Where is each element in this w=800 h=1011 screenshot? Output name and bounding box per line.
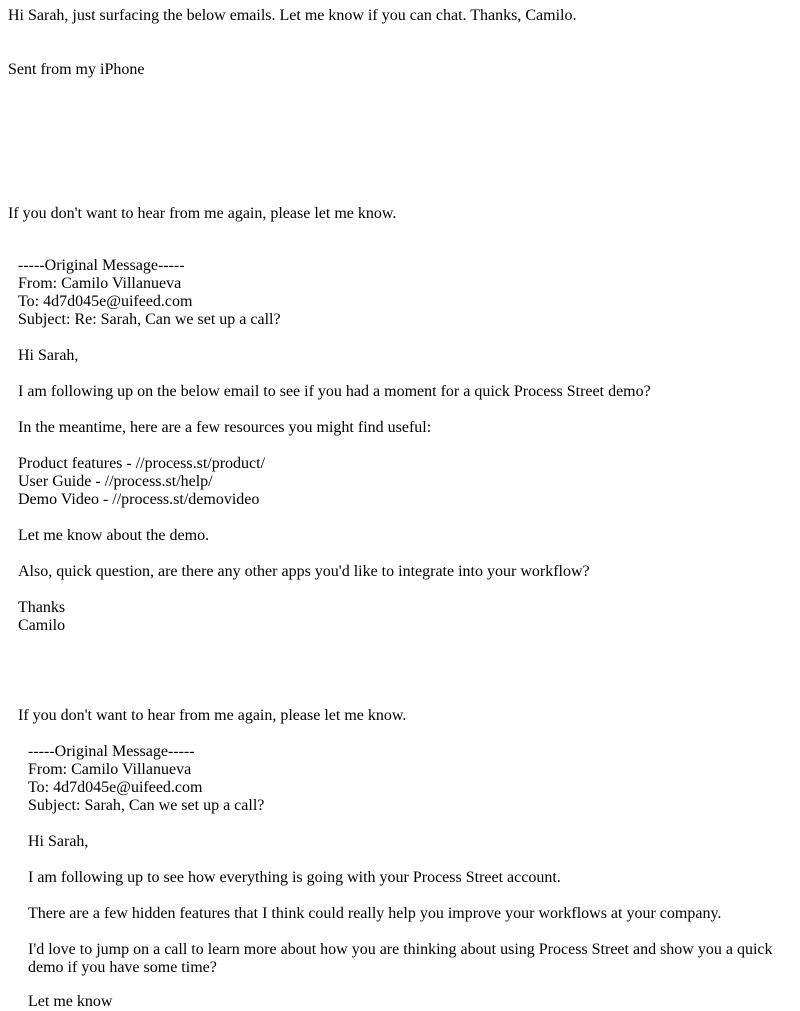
message1-paragraph: I am following up on the below email to see if you had a moment for a quick Process Street demo?: [18, 383, 651, 400]
message1-separator: -----Original Message-----: [18, 257, 185, 274]
top-unsubscribe: If you don't want to hear from me again, please let me know.: [8, 205, 397, 222]
message1-unsubscribe: If you don't want to hear from me again, please let me know.: [18, 707, 407, 724]
message1-from: From: Camilo Villanueva: [18, 275, 182, 292]
message1-paragraph: In the meantime, here are a few resources you might find useful:: [18, 419, 432, 436]
message1-subject: Subject: Re: Sarah, Can we set up a call?: [18, 311, 281, 328]
message2-from: From: Camilo Villanueva: [28, 761, 192, 778]
message1-name: Camilo: [18, 617, 66, 634]
message2-paragraph: There are a few hidden features that I think could really help you improve your workflows at your company.: [28, 905, 722, 922]
resource-link-product: Product features - //process.st/product/: [18, 455, 266, 472]
top-signature: Sent from my iPhone: [8, 61, 145, 78]
message2-paragraph: I'd love to jump on a call to learn more about how you are thinking about using Process Street and show you a quick demo if you have some time?: [28, 941, 773, 976]
message2-separator: -----Original Message-----: [28, 743, 195, 760]
message2-subject: Subject: Sarah, Can we set up a call?: [28, 797, 265, 814]
message1-paragraph: Also, quick question, are there any other apps you'd like to integrate into your workflow?: [18, 563, 590, 580]
message1-paragraph: Let me know about the demo.: [18, 527, 210, 544]
message2-to: To: 4d7d045e@uifeed.com: [28, 779, 203, 796]
resource-link-guide: User Guide - //process.st/help/: [18, 473, 213, 490]
message2-paragraph: I am following up to see how everything is going with your Process Street account.: [28, 869, 561, 886]
top-greeting: Hi Sarah, just surfacing the below emails. Let me know if you can chat. Thanks, Camilo.: [8, 7, 577, 24]
message2-paragraph: Let me know: [28, 993, 113, 1010]
message1-salutation: Hi Sarah,: [18, 347, 79, 364]
message2-salutation: Hi Sarah,: [28, 833, 89, 850]
resource-link-video: Demo Video - //process.st/demovideo: [18, 491, 260, 508]
message1-to: To: 4d7d045e@uifeed.com: [18, 293, 193, 310]
message1-closing: Thanks: [18, 599, 66, 616]
